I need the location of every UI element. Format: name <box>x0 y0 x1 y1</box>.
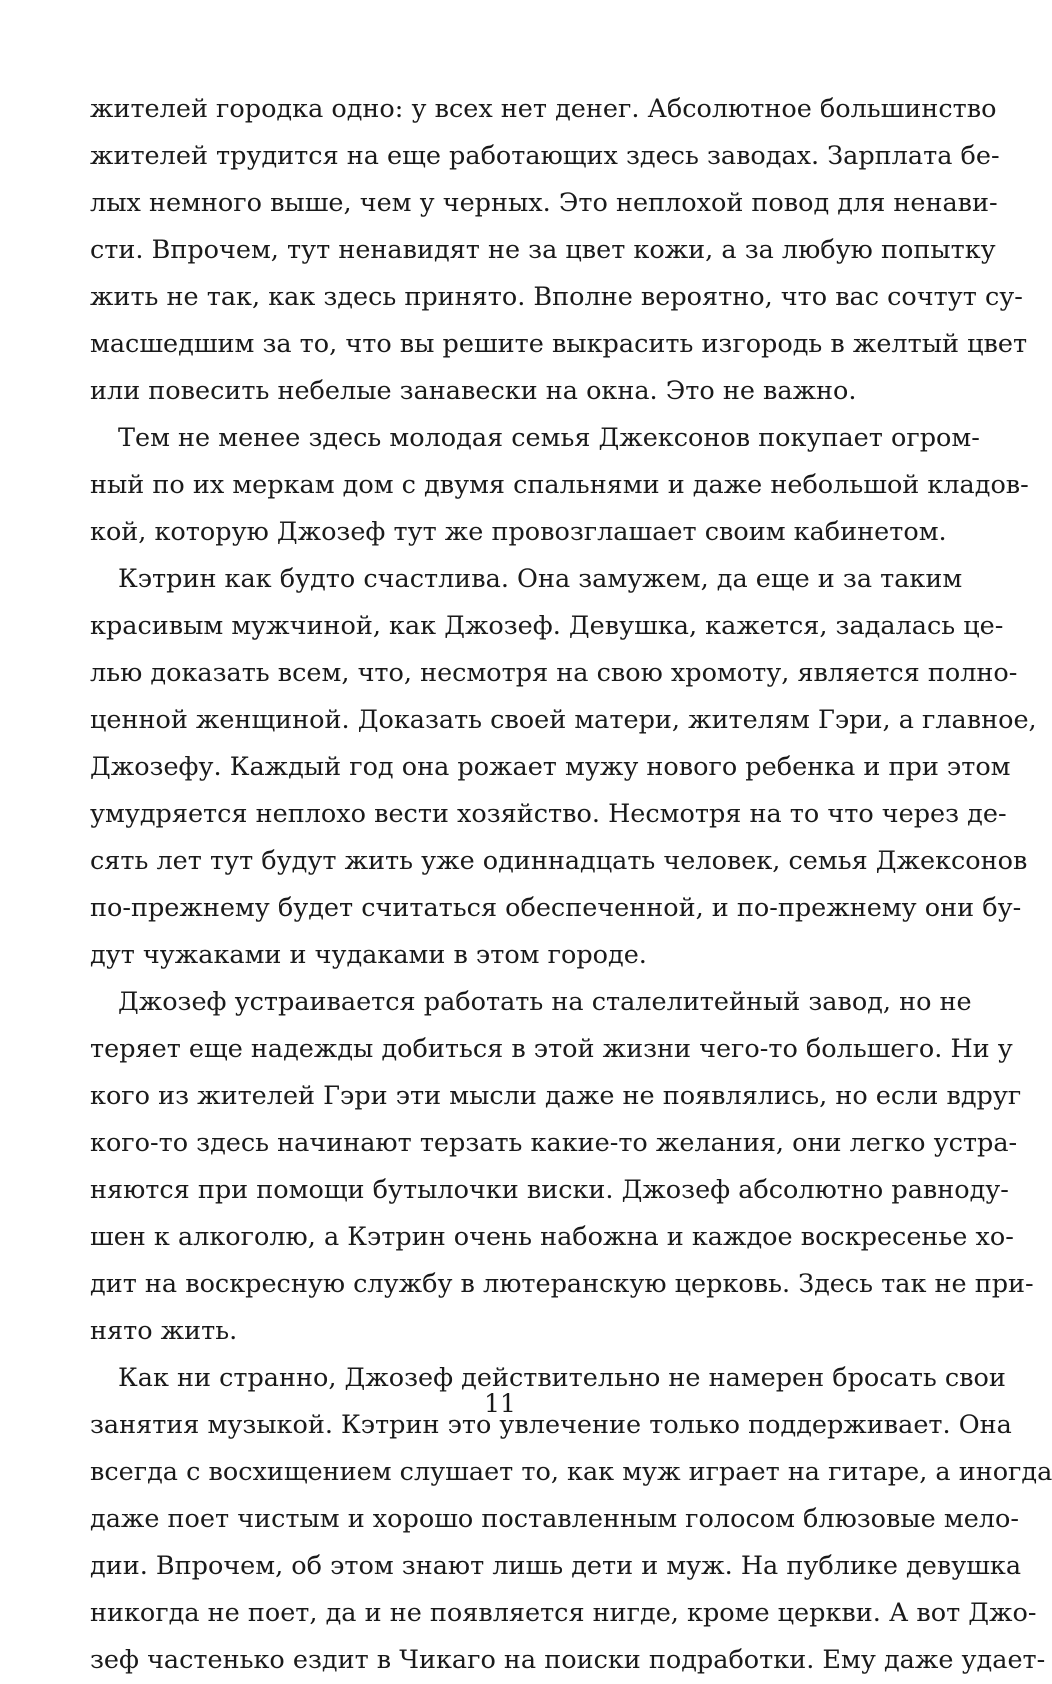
text-line: ценной женщиной. Доказать своей матери, жителям Гэри, а главное, <box>90 705 1037 735</box>
text-line: жить не так, как здесь принято. Вполне вероятно, что вас сочтут су- <box>90 282 1023 312</box>
paragraph-first-line: Как ни странно, Джозеф действительно не намерен бросать свои <box>118 1363 1006 1393</box>
text-line: умудряется неплохо вести хозяйство. Несмотря на то что через де- <box>90 799 1007 829</box>
text-line: кого-то здесь начинают терзать какие-то желания, они легко устра- <box>90 1128 1018 1158</box>
text-line: красивым мужчиной, как Джозеф. Девушка, кажется, задалась це- <box>90 611 1004 641</box>
text-line: даже поет чистым и хорошо поставленным голосом блюзовые мело- <box>90 1504 1019 1534</box>
text-line: лью доказать всем, что, несмотря на свою хромоту, является полно- <box>90 658 1018 688</box>
text-line: дит на воскресную службу в лютеранскую церковь. Здесь так не при- <box>90 1269 1034 1299</box>
text-line: дут чужаками и чудаками в этом городе. <box>90 940 647 970</box>
text-line: жителей трудится на еще работающих здесь заводах. Зарплата бе- <box>90 141 1000 171</box>
text-line: Джозефу. Каждый год она рожает мужу нового ребенка и при этом <box>90 752 1011 782</box>
text-line: теряет еще надежды добиться в этой жизни чего-то большего. Ни у <box>90 1034 1013 1064</box>
text-line: няются при помощи бутылочки виски. Джозеф абсолютно равноду- <box>90 1175 1009 1205</box>
text-line: сти. Впрочем, тут ненавидят не за цвет кожи, а за любую попытку <box>90 235 996 265</box>
paragraph-first-line: Кэтрин как будто счастлива. Она замужем, да еще и за таким <box>118 564 963 594</box>
text-line: лых немного выше, чем у черных. Это неплохой повод для ненави- <box>90 188 998 218</box>
text-line: кой, которую Джозеф тут же провозглашает своим кабинетом. <box>90 517 947 547</box>
text-line: шен к алкоголю, а Кэтрин очень набожна и каждое воскресенье хо- <box>90 1222 1014 1252</box>
text-line: занятия музыкой. Кэтрин это увлечение только поддерживает. Она <box>90 1410 1012 1440</box>
text-line: никогда не поет, да и не появляется нигде, кроме церкви. А вот Джо- <box>90 1598 1037 1628</box>
paragraph-first-line: Джозеф устраивается работать на сталелитейный завод, но не <box>118 987 972 1017</box>
paragraph-first-line: Тем не менее здесь молодая семья Джексонов покупает огром- <box>118 423 980 453</box>
text-line: дии. Впрочем, об этом знают лишь дети и муж. На публике девушка <box>90 1551 1022 1581</box>
text-line: или повесить небелые занавески на окна. Это не важно. <box>90 376 857 406</box>
text-line: всегда с восхищением слушает то, как муж играет на гитаре, а иногда <box>90 1457 1052 1487</box>
text-line: кого из жителей Гэри эти мысли даже не появлялись, но если вдруг <box>90 1081 1022 1111</box>
text-line: сять лет тут будут жить уже одиннадцать человек, семья Джексонов <box>90 846 1028 876</box>
text-line: масшедшим за то, что вы решите выкрасить изгородь в желтый цвет <box>90 329 1028 359</box>
page-number: 11 <box>484 1389 516 1418</box>
page-body <box>90 86 1052 1684</box>
text-line: по-прежнему будет считаться обеспеченной, и по-прежнему они бу- <box>90 893 1022 923</box>
text-line: нято жить. <box>90 1316 238 1346</box>
text-line: зеф частенько ездит в Чикаго на поиски подработки. Ему даже удает- <box>90 1645 1046 1675</box>
text-line: жителей городка одно: у всех нет денег. Абсолютное большинство <box>90 94 997 124</box>
text-line: ный по их меркам дом с двумя спальнями и даже небольшой кладов- <box>90 470 1029 500</box>
